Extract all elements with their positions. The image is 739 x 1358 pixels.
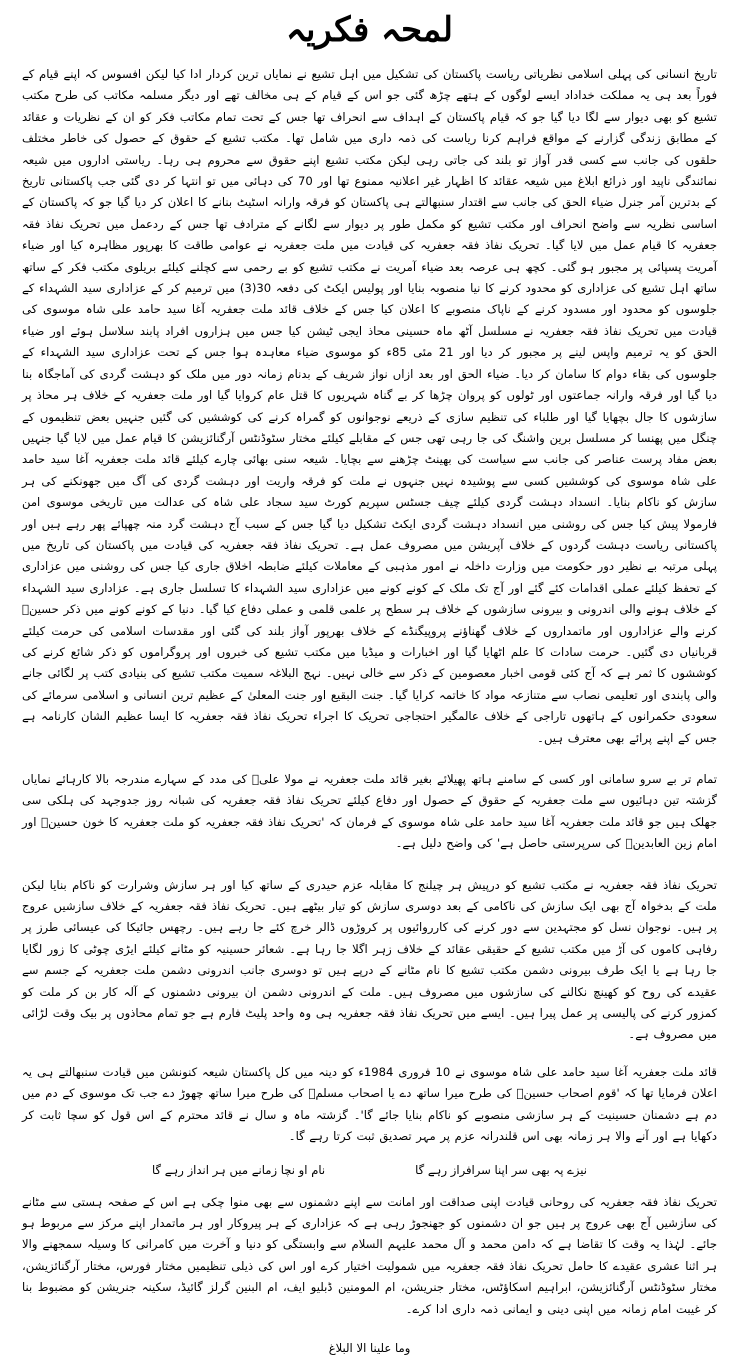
paragraph-2: تمام تر بے سرو سامانی اور کسی کے سامنے ہاتھ پھیلائے بغیر قائد ملت جعفریہ نے مولا علیؑ کی مدد کے سہارے مندرجہ بالا کارہائے نمایاں گزشتہ تین دہائیوں سے ملت جعفریہ کے حقوق کے حصول اور دفاع کیلئے تحریک نفاذ فقہ جعفریہ کی شبانہ روز جدوجہد کی ہلکی سی جھلک ہیں جو قائد ملت جعفریہ آغا سید حامد علی شاہ موسوی کے فرمان کہ 'تحریک نفاذ فقہ جعفریہ کو ملت جعفریہ کا خون حسینؑ اور امام زین العابدینؑ کی سرپرستی حاصل ہے' کی واضح دلیل ہے۔ <box>22 772 717 851</box>
paragraph-4: قائد ملت جعفریہ آغا سید حامد علی شاہ موسوی نے 10 فروری 1984ء کو دینہ میں کل پاکستان شیعہ کنونشن میں قیادت سنبھالتے ہی یہ اعلان فرمایا تھا کہ 'قوم اصحاب حسینؑ کی طرح میرا ساتھ دے یا اصحاب مسلمؑ کی طرح میرا ساتھ چھوڑ دے جب تک موسوی کے دم میں دم ہے دشمنان حسینیت کے ہر سازشی منصوبے کو ناکام بنایا جائے گا'۔ گزشتہ ماہ و سال نے قائد محترم کے اس قول کو سچا ثابت کر دکھایا ہے اور آنے والا ہر زمانہ بھی اس قلندرانہ عزم پر مہر تصدیق ثبت کرتا رہے گا۔ <box>22 1064 717 1144</box>
spacer <box>22 749 717 769</box>
spacer <box>22 1182 717 1192</box>
verse-line-1: نیزے پہ بھی سر اپنا سرافراز رہے گا <box>415 1162 588 1177</box>
paragraph-1: تاریخ انسانی کی پہلی اسلامی نظریاتی ریاست پاکستان کی تشکیل میں اہل تشیع نے نمایاں ترین کردار ادا کیا لیکن افسوس کہ اپنے قیام کے فوراً بعد ہی یہ مملکت خداداد ایسے لوگوں کے ہتھے چڑھ گئی جو اس کے قیام کے ہی مخالف تھے اور دیگر مسلمہ مکاتب کی طرح مکتب تشیع کو بھی دیوار سے لگا دیا گیا جو کہ قیام پاکستان کے اہداف سے انحراف تھا جس کے تحت تمام مکاتب فکر کو ان کے نظریات و عقائد کے مطابق زندگی گزارنے کے مواقع فراہم کرنا ریاست کی ذمہ داری میں شامل تھا۔ مکتب تشیع کے حقوق کے حصول کی خاطر مختلف حلقوں کی جانب سے کسی قدر آواز تو بلند کی جاتی رہی لیکن مکتب تشیع اپنے حقوق سے محروم ہی رہا۔ ریاستی اداروں میں شیعہ نمائندگی ناپید اور ذرائع ابلاغ میں شیعہ عقائد کا اظہار غیر اعلانیہ ممنوع تھا اور 70 کی دہائی میں تو انتہا کر دی گئی جب پاکستانی تاریخ کے بدترین آمر جنرل ضیاء الحق کی جانب سے اقتدار سنبھالتے ہی پاکستان کو فرقہ وارانہ اسٹیٹ بنانے کا اعلان کر دیا گیا جو کہ پاکستان کے اساسی نظریہ سے واضح انحراف اور مکتب تشیع کو مکمل طور پر دیوار سے لگانے کے مترادف تھا جس کے ردعمل میں تحریک نفاذ فقہ جعفریہ کا قیام عمل میں لایا گیا۔ تحریک نفاذ فقہ جعفریہ کی قیادت میں ملت جعفریہ نے عوامی طاقت کا بھرپور مظاہرہ کیا اور ضیاء آمریت پسپائی پر مجبور ہو گئی۔ کچھ ہی عرصہ بعد ضیاء آمریت نے مکتب تشیع کو بے رحمی سے کچلنے کیلئے بریلوی مکتب فکر کے ساتھ ساتھ اہل تشیع کی عزاداری کو محدود کرنے کا نیا منصوبہ بنایا اور پولیس ایکٹ کی دفعہ 30(3) میں ترمیم کر کے عزاداری سید الشہداء کے جلوسوں کو محدود اور مسدود کرنے کے ناپاک منصوبے کا اعلان کیا جس کے خلاف قائد ملت جعفریہ آغا سید حامد علی شاہ موسوی کی قیادت میں تحریک نفاذ فقہ جعفریہ نے مسلسل آٹھ ماہ حسینی محاذ ایجی ٹیشن کیا جس میں ہزاروں افراد پابند سلاسل ہوئے اور ضیاء الحق کو یہ ترمیم واپس لینے پر مجبور کر دیا اور 21 مئی 85ء کو موسوی ضیاء معاہدہ ہوا جس کے تحت عزاداری سید الشہداء کے جلوسوں کی بقاء دوام کا سامان کر دیا۔ ضیاء الحق اور بعد ازاں نواز شریف کے بدنام زمانہ دور میں ملک کو دہشت گردی کی آماجگاہ بنا دیا گیا اور فرقہ وارانہ جماعتوں اور ٹولوں کو پروان چڑھا کر بے گناہ شہریوں کا قتل عام کروایا گیا اور ملت جعفریہ کے خلاف ہر محاذ پر سازشوں کا جال بچھایا گیا اور طلباء کی تنظیم سازی کے ذریعے نوجوانوں کو گمراہ کرنے کی کوششیں کی گئیں جنہیں بعض تنظیموں کے چنگل میں پھنسا کر مسلسل برین واشنگ کی جا رہی تھی جس کے مقابلے کیلئے مختار سٹوڈنٹس آرگنائزیشن کا قیام عمل میں لایا گیا جنہیں بعض مفاد پرست عناصر کی جانب سے سیاست کی بھینٹ چڑھنے سے بچایا۔ شیعہ سنی بھائی چارے کیلئے قائد ملت جعفریہ آغا سید حامد علی شاہ موسوی کی کوششیں کسی سے پوشیدہ نہیں جنہوں نے ملت کو فرقہ واریت اور دہشت گردی کی آگ میں جھونکنے کی ہر سازش کو ناکام بنایا۔ انسداد دہشت گردی کیلئے چیف جسٹس سپریم کورٹ سید سجاد علی شاہ کی عدالت میں تاریخی موسوی امن فارمولا پیش کیا جس کی روشنی میں انسداد دہشت گردی ایکٹ تشکیل دیا گیا جس کے سبب آج دہشت گرد منہ چھپائے پھر رہے ہیں اور پاکستانی ریاست دہشت گردوں کے خلاف آپریشن میں مصروف عمل ہے۔ تحریک نفاذ فقہ جعفریہ کی قیادت میں پاکستان کی تاریخ میں پہلی مرتبہ بے نظیر دور حکومت میں وزارت داخلہ نے امور مذہبی کے معاملات کیلئے ضابطہ اخلاق جاری کیا جس کی روشنی میں عزاداری کے تحفظ کیلئے عملی اقدامات کئے گئے اور آج تک ملک کے کونے کونے میں عزاداری سید الشہداء کا تسلسل جاری ہے۔ عزاداری سید الشہداء کے خلاف ہونے والی اندرونی و بیرونی سازشوں کے خلاف ہر سطح پر علمی قلمی و عملی دفاع کیا گیا۔ دنیا کے کونے کونے میں ذکر حسینؑ کرنے والے عزاداروں اور ماتمداروں کے خلاف گھناؤنے پروپیگنڈے کے خلاف بھرپور آواز بلند کی گئی اور مقدسات اسلامی کی حرمت کیلئے قربانیاں دی گئیں۔ حرمت سادات کا علم اٹھایا گیا اور اخبارات و میڈیا میں مکتب تشیع کی خبروں اور پروگراموں کو ذکر شائع کرنے کی کوششوں کا ثمر ہے کہ آج کئی قومی اخبار معصومین کے ذکر سے خالی نہیں۔ نہج البلاغہ سمیت مکتب تشیع کی بنیادی کتب پر لگائی جانے والی پابندی اور تعلیمی نصاب سے متنازعہ مواد کا خاتمہ کرایا گیا۔ جنت البقیع اور جنت المعلیٰ کے عظیم ترین انسانی و اسلامی سرمائے کی سعودی حکمرانوں کے ہاتھوں تاراجی کے خلاف عالمگیر احتجاجی تحریک کا اجراء تحریک نفاذ فقہ جعفریہ کا ایسا عظیم الشان کارنامہ ہے جس کے اپنے پرائے بھی معترف ہیں۔ <box>22 67 717 745</box>
page-title: لمحہ فکریہ <box>286 10 453 50</box>
spacer <box>22 855 717 875</box>
verse-couplet <box>22 1160 717 1180</box>
verse-line-2: نام او نچا زمانے میں ہر انداز رہے گا <box>151 1162 326 1177</box>
spacer <box>22 1046 717 1062</box>
closing-line: وما علینا الا البلاغ <box>328 1340 411 1355</box>
final-paragraph: تحریک نفاذ فقہ جعفریہ کی روحانی قیادت اپنی صداقت اور امانت سے اپنے دشمنوں سے بھی منوا چکی ہے اس کے صفحہ ہستی سے مٹانے کی سازشیں آج بھی عروج پر ہیں جو ان دشمنوں کو جھنجوڑ رہی ہے کہ عزاداری کے ہر پیروکار اور ہر ماتمدار اپنے مرکز سے مربوط ہو جائے۔ لہٰذا یہ وقت کا تقاضا ہے کہ دامن محمد و آل محمد علیہم السلام سے وابستگی کو دنیا و آخرت میں کامرانی کا وسیلہ سمجھنے والا ہر اثنا عشری عقیدے کا حامل تحریک نفاذ فقہ جعفریہ میں شمولیت اختیار کرے اور اس کی ذیلی تنظیمیں مختار فورس، مختار آرگنائزیشن، مختار سٹوڈنٹس آرگنائزیشن، ابراہیم اسکاؤٹس، مختار جنریشن، ام المومنین ڈبلیو ایف، ام البنین گرلز گائیڈ، سکینہ جنریشن کو مضبوط بنا کر غیبت امام زمانہ میں اپنی دینی و ایمانی ذمہ داری ادا کرے۔ <box>22 1194 717 1316</box>
paragraph-3: تحریک نفاذ فقہ جعفریہ نے مکتب تشیع کو درپیش ہر چیلنج کا مقابلہ عزم حیدری کے ساتھ کیا اور ہر سازش وشرارت کو ناکام بنایا لیکن ملت کے بدخواہ آج بھی ایک سازش کی ناکامی کے بعد دوسری سازش کو تیار بیٹھے ہیں۔ تحریک نفاذ فقہ جعفریہ کے خلاف سازشیں عروج پر ہیں۔ نوجوان نسل کو مجتہدین سے دور کرنے کی کارروائیوں پر کروڑوں ڈالر خرچ کئے جا رہے ہیں۔ رچھس جائیکا کی عیسائی طرز پر رفاہی کاموں کی آڑ میں مکتب تشیع کے حقیقی عقائد کے خلاف زہر اگلا جا رہا ہے۔ شعائر حسینیہ کو مٹانے کیلئے ایڑی چوٹی کا زور لگایا جا رہا ہے یا ایک طرف بیرونی دشمن مکتب تشیع کا نام مٹانے کے درپے ہیں تو دوسری جانب اندرونی دشمن ملت جعفریہ کے جسم سے عقیدے کی روح کو کھینچ نکالنے کی سازشوں میں مصروف ہیں۔ ملت کے اندرونی دشمن ان بیرونی دشمنوں کے آلہ کار بن کر ملت کو کمزور کرنے کی پالیسی پر عمل پیرا ہیں۔ ایسے میں تحریک نفاذ فقہ جعفریہ ہی وہ واحد پلیٹ فارم ہے جو تمام محاذوں پر بیک وقت لڑائی میں مصروف ہے۔ <box>22 877 717 1042</box>
spacer <box>22 1148 717 1158</box>
